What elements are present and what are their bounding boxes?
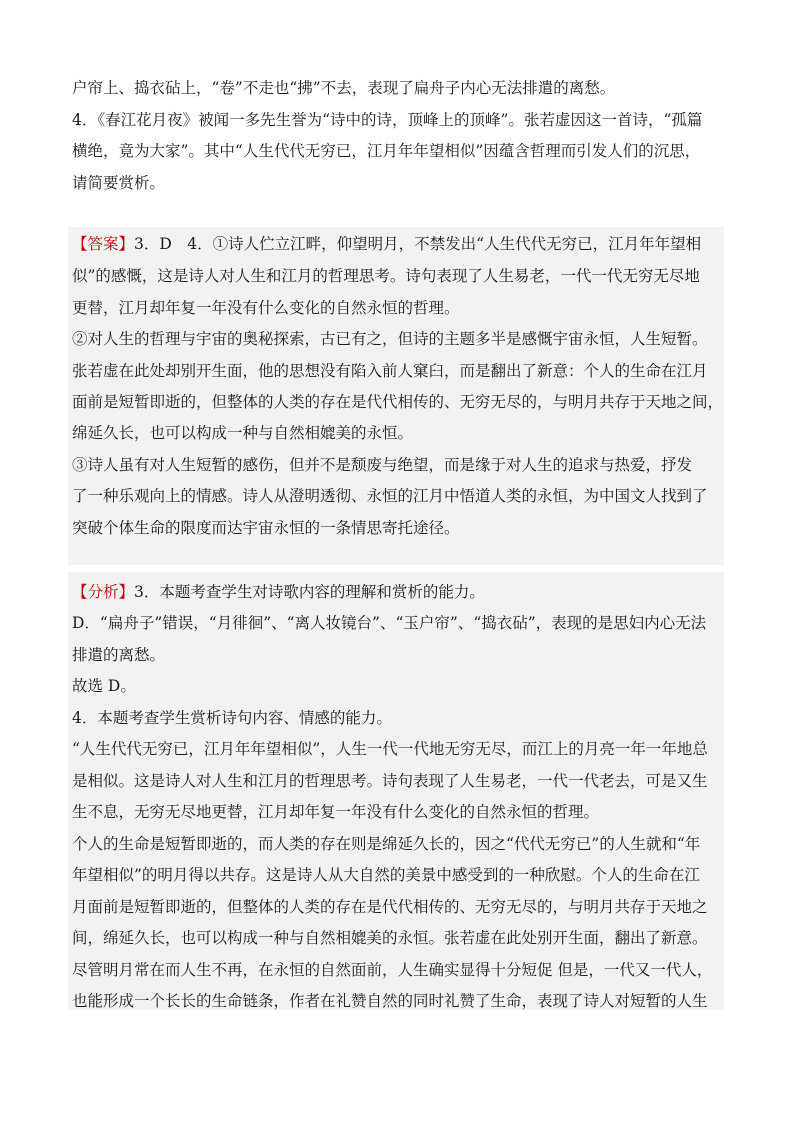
question-line: 4．《春江花月夜》被闻一多先生誉为“诗中的诗，顶峰上的顶峰”。张若虚因这一首诗，“孤篇 <box>72 111 703 129</box>
answer-line: 了一种乐观向上的情感。诗人从澄明透彻、永恒的江月中悟道人类的永恒，为中国文人找到了 <box>72 487 708 505</box>
analysis-first-line <box>72 577 724 607</box>
analysis-line: 月面前是短暂即逝的，但整体的人类的存在是代代相传的、无穷无尽的，与明月共存于天地之 <box>72 898 708 916</box>
answer-line: 面前是短暂即逝的，但整体的人类的存在是代代相传的、无穷无尽的，与明月共存于天地之间， <box>72 393 724 411</box>
question-line: 户帘上、捣衣砧上，“卷”不走也“拂”不去，表现了扁舟子内心无法排遣的离愁。 <box>72 79 616 97</box>
analysis-line: 尽管明月常在而人生不再，在永恒的自然面前，人生确实显得十分短促 但是，一代又一代人， <box>72 961 713 979</box>
analysis-line: 年望相似”的明月得以共存。这是诗人从大自然的美景中感受到的一种欣慰。个人的生命在江 <box>72 866 700 884</box>
analysis-label: 【分析】 <box>72 583 135 601</box>
analysis-text: 3．本题考查学生对诗歌内容的理解和赏析的能力。 <box>134 583 485 601</box>
analysis-line: 排遣的离愁。 <box>72 646 166 664</box>
answer-line: 绵延久长，也可以构成一种与自然相媲美的永恒。 <box>72 424 414 442</box>
analysis-line: 个人的生命是短暂即逝的，而人类的存在则是绵延久长的，因之“代代无穷已”的人生就和“年 <box>72 835 701 853</box>
analysis-line: 4．本题考查学生赏析诗句内容、情感的能力。 <box>72 709 392 727</box>
answer-line: ③诗人虽有对人生短暂的感伤，但并不是颓废与绝望，而是缘于对人生的追求与热爱，抒发 <box>72 456 693 474</box>
analysis-line: “人生代代无穷已，江月年年望相似”，人生一代一代地无穷无尽，而江上的月亮一年一年地总 <box>72 740 708 758</box>
answer-line: 更替，江月却年复一年没有什么变化的自然永恒的哲理。 <box>72 299 460 317</box>
analysis-line: D．“扁舟子”错误，“月徘徊”、“离人妆镜台”、“玉户帘”、“捣衣砧”，表现的是思妇内心无法 <box>72 614 707 632</box>
answer-line: 突破个体生命的限度而达宇宙永恒的一条情思寄托途径。 <box>72 519 460 537</box>
answer-first-line <box>72 229 724 259</box>
answer-label: 【答案】 <box>72 235 135 253</box>
analysis-line: 也能形成一个长长的生命链条，作者在礼赞自然的同时礼赞了生命，表现了诗人对短暂的人生 <box>72 992 708 1010</box>
analysis-line: 故选 D。 <box>72 677 136 695</box>
answer-line: 张若虚在此处却别开生面，他的思想没有陷入前人窠臼，而是翻出了新意：个人的生命在江月 <box>72 362 708 380</box>
answer-line: 似”的感慨，这是诗人对人生和江月的哲理思考。诗句表现了人生易老，一代一代无穷无尽地 <box>72 267 700 285</box>
answer-text: 3．D 4．①诗人伫立江畔，仰望明月，不禁发出“人生代代无穷已，江月年年望相 <box>134 235 702 253</box>
answer-line: ②对人生的哲理与宇宙的奥秘探索，古已有之，但诗的主题多半是感慨宇宙永恒，人生短暂。 <box>72 330 708 348</box>
question-line: 横绝，竟为大家”。其中“人生代代无穷已，江月年年望相似”因蕴含哲理而引发人们的沉思， <box>72 142 701 160</box>
question-line: 请简要赏析。 <box>72 174 166 192</box>
analysis-line: 是相似。这是诗人对人生和江月的哲理思考。诗句表现了人生易老，一代一代老去，可是又生 <box>72 772 708 790</box>
analysis-line: 生不息，无穷无尽地更替，江月却年复一年没有什么变化的自然永恒的哲理。 <box>72 803 600 821</box>
analysis-line: 间，绵延久长，也可以构成一种与自然相媲美的永恒。张若虚在此处别开生面，翻出了新意。 <box>72 929 708 947</box>
